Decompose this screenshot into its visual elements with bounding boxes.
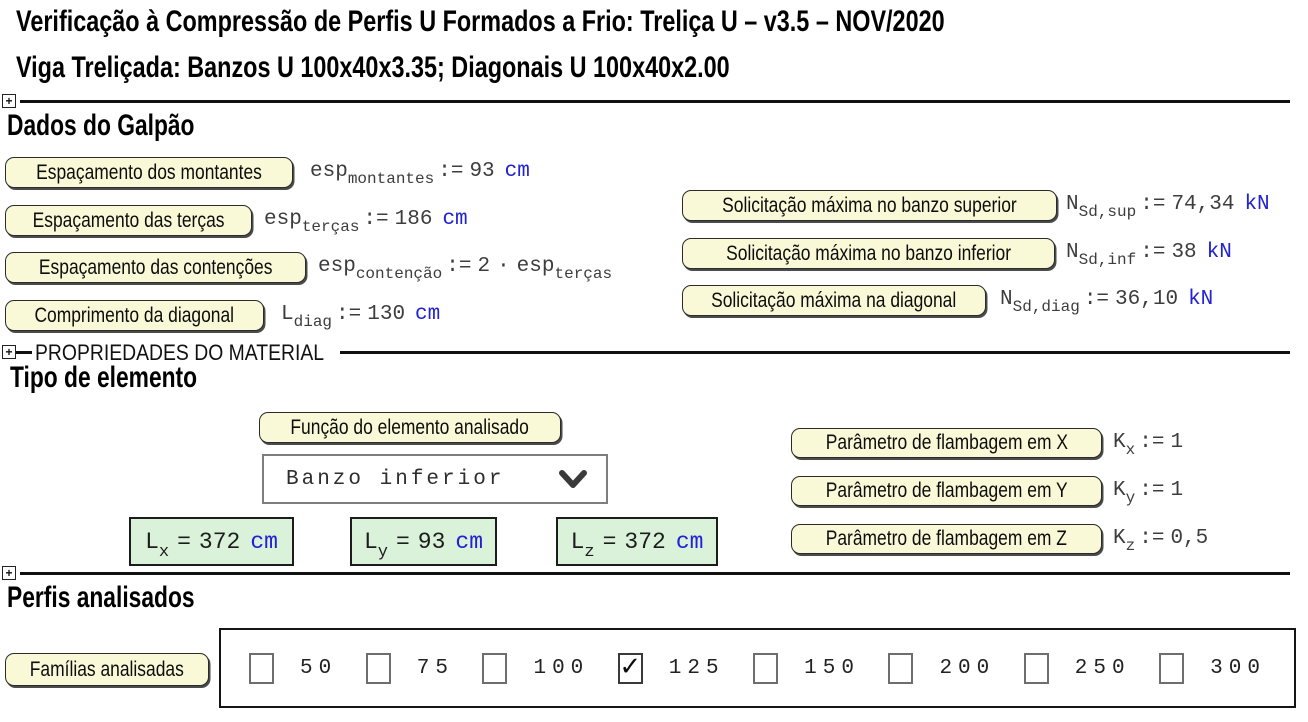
math-ky[interactable] (1113, 479, 1184, 507)
label-solicitacao-diagonal[interactable] (682, 285, 986, 316)
familia-option-250 (1024, 653, 1131, 684)
unit: cm (675, 528, 704, 555)
result-ly (350, 517, 497, 566)
unit: cm (455, 528, 484, 555)
value: 1 (1170, 431, 1184, 454)
plus-glyph: + (5, 345, 13, 359)
var-subscript: x (1125, 441, 1136, 459)
value: 38 (1171, 241, 1197, 264)
familia-option-150 (753, 653, 860, 684)
label-familias-analisadas[interactable] (5, 653, 209, 686)
var-name: esp (318, 255, 356, 278)
label-esp-contencoes[interactable] (5, 252, 306, 283)
checkbox-75[interactable] (366, 653, 391, 684)
label-text: Espaçamento das terças (32, 208, 225, 232)
var-subscript: contenção (355, 265, 443, 283)
value: 74,34 (1171, 193, 1235, 216)
label-text: Espaçamento dos montantes (36, 160, 262, 184)
familia-option-75 (366, 653, 454, 684)
var-name: K (1113, 527, 1126, 550)
section-heading-tipo: Tipo de elemento (10, 361, 198, 394)
assign-operator: := (336, 303, 362, 326)
checkbox-125[interactable] (618, 653, 643, 684)
assign-operator: := (1083, 288, 1110, 311)
var-subscript: z (1125, 537, 1136, 555)
collapse-plus-icon[interactable] (2, 345, 16, 359)
assign-operator: := (363, 208, 389, 231)
checkbox-100[interactable] (482, 653, 507, 684)
checkbox-label: 150 (804, 656, 860, 680)
label-text: Solicitação máxima no banzo inferior (726, 241, 1011, 265)
assign-operator: := (438, 160, 464, 183)
checkbox-150[interactable] (753, 653, 778, 684)
value: 372 (198, 528, 241, 555)
element-function-dropdown[interactable] (262, 454, 608, 504)
label-text: Solicitação máxima na diagonal (711, 288, 957, 312)
label-text: Famílias analisadas (29, 657, 185, 681)
checkbox-label: 250 (1074, 656, 1131, 680)
page-subtitle: Viga Treliçada: Banzos U 100x40x3.35; Diagonais U 100x40x2.00 (16, 51, 730, 84)
assign-operator: := (1139, 527, 1165, 550)
unit: cm (415, 303, 441, 326)
label-solicitacao-banzo-superior[interactable] (682, 190, 1057, 221)
unit: cm (250, 528, 278, 555)
equals-operator: = (395, 528, 410, 555)
result-lz (556, 517, 718, 566)
familia-option-125 (618, 653, 725, 684)
assign-operator: := (1140, 241, 1166, 264)
chevron-down-icon (558, 470, 588, 489)
var-name: L (145, 528, 159, 555)
checkbox-50[interactable] (249, 653, 274, 684)
var-name: K (1113, 431, 1126, 454)
familias-checkbox-panel (219, 628, 1296, 708)
familia-option-200 (888, 653, 995, 684)
var-subscript: z (584, 543, 595, 562)
unit: cm (504, 160, 530, 183)
math-esp-tercas[interactable] (264, 208, 468, 236)
collapse-plus-icon[interactable] (2, 94, 16, 108)
section-divider (20, 572, 1290, 575)
var-name: L (570, 528, 585, 555)
var-subscript: Sd,sup (1078, 203, 1137, 221)
assign-operator: := (1139, 479, 1165, 502)
var-name: K (1113, 479, 1126, 502)
unit: kN (1188, 288, 1214, 311)
checkbox-label: 50 (300, 656, 338, 680)
value: 93 (417, 528, 446, 555)
var-name: esp (310, 160, 348, 183)
value: 0,5 (1170, 527, 1209, 550)
label-esp-tercas[interactable] (5, 205, 252, 236)
checkbox-label: 125 (668, 656, 725, 680)
value: 372 (624, 528, 666, 555)
label-text: Solicitação máxima no banzo superior (722, 193, 1017, 217)
assign-operator: := (1140, 193, 1166, 216)
math-nsd-diag[interactable] (1000, 288, 1214, 316)
math-esp-contencao[interactable] (318, 255, 613, 283)
var-subscript: diag (293, 313, 333, 331)
label-text: Espaçamento das contenções (38, 255, 273, 279)
var-name: L (281, 303, 294, 326)
value: 93 (469, 160, 495, 183)
section-heading-perfis: Perfis analisados (7, 581, 195, 614)
equals-operator: = (602, 528, 617, 555)
label-esp-montantes[interactable] (5, 157, 293, 188)
checkbox-label: 300 (1210, 656, 1266, 680)
checkbox-300[interactable] (1159, 653, 1184, 684)
result-lx (129, 517, 294, 566)
section-divider (16, 351, 32, 354)
var-subscript: terças (554, 265, 613, 283)
label-flambagem-z[interactable] (791, 524, 1102, 554)
section-divider (340, 351, 1290, 354)
label-comprimento-diagonal[interactable] (5, 300, 264, 331)
label-text: Parâmetro de flambagem em X (825, 431, 1068, 454)
math-kx[interactable] (1113, 431, 1184, 459)
plus-glyph: + (5, 566, 13, 580)
var-subscript: montantes (347, 170, 435, 188)
var-name: esp (516, 255, 555, 278)
var-subscript: y (1125, 489, 1136, 507)
collapsed-section-label: PROPRIEDADES DO MATERIAL (35, 340, 325, 365)
check-icon: ✓ (619, 652, 642, 682)
multiply-dot: · (497, 255, 510, 278)
var-subscript: y (377, 543, 388, 562)
label-funcao-elemento[interactable] (259, 412, 561, 443)
var-subscript: x (158, 543, 170, 562)
math-esp-montantes[interactable] (310, 160, 530, 188)
unit: kN (1244, 193, 1270, 216)
var-name: N (1066, 193, 1079, 216)
label-solicitacao-banzo-inferior[interactable] (682, 238, 1055, 269)
var-name: esp (264, 208, 302, 231)
var-subscript: terças (301, 218, 360, 236)
checkbox-label: 100 (533, 656, 590, 680)
page-title: Verificação à Compressão de Perfis U Formados a Frio: Treliça U – v3.5 – NOV/2020 (16, 5, 945, 38)
var-name: N (1000, 288, 1013, 311)
label-text: Comprimento da diagonal (34, 303, 235, 327)
var-subscript: Sd,diag (1012, 298, 1080, 316)
var-name: L (363, 528, 378, 555)
section-heading-galpao: Dados do Galpão (7, 109, 195, 142)
value: 36,10 (1115, 288, 1179, 311)
value: 130 (367, 303, 406, 326)
checkbox-label: 200 (939, 656, 996, 680)
assign-operator: := (446, 255, 472, 278)
label-flambagem-y[interactable] (791, 476, 1102, 506)
var-subscript: Sd,inf (1078, 251, 1137, 269)
checkbox-label: 75 (416, 656, 454, 680)
label-text: Parâmetro de flambagem em Z (825, 527, 1068, 550)
unit: kN (1206, 241, 1232, 264)
familia-option-300 (1159, 653, 1266, 684)
checkbox-200[interactable] (888, 653, 913, 684)
label-text: Parâmetro de flambagem em Y (825, 479, 1068, 502)
equals-operator: = (177, 528, 191, 555)
plus-glyph: + (5, 94, 13, 108)
value: 1 (1170, 479, 1184, 502)
value: 2 (477, 255, 491, 278)
var-name: N (1066, 241, 1079, 264)
familia-option-50 (249, 653, 337, 684)
unit: cm (442, 208, 468, 231)
math-l-diag[interactable] (281, 303, 441, 331)
familia-option-100 (482, 653, 589, 684)
value: 186 (394, 208, 433, 231)
math-nsd-inf[interactable] (1066, 241, 1232, 269)
assign-operator: := (1139, 431, 1165, 454)
math-nsd-sup[interactable] (1066, 193, 1270, 221)
section-divider (20, 100, 1290, 103)
label-flambagem-x[interactable] (791, 428, 1102, 458)
checkbox-250[interactable] (1024, 653, 1049, 684)
dropdown-selected-value: Banzo inferior (286, 467, 505, 491)
label-text: Função do elemento analisado (290, 415, 530, 439)
math-kz[interactable] (1113, 527, 1209, 555)
collapse-plus-icon[interactable] (2, 566, 16, 580)
